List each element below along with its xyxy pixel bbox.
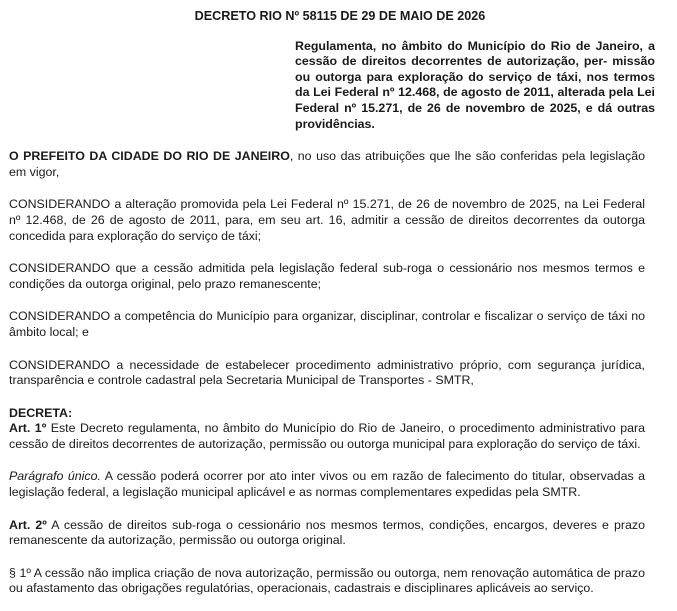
article-2-label: Art. 2º (9, 517, 47, 532)
considerando-2: CONSIDERANDO que a cessão admitida pela legislação federal sub-roga o cessionário nos mesmos termos e condições da outorga original, pelo prazo remanescente; (9, 261, 645, 291)
paragraph-1-text: A cessão não implica criação de nova autorização, permissão ou outorga, nem renovação automática de prazo ou afastamento das obrigações regulatórias, operacionais, cadastrais e disciplinares aplicáveis ao serviço. (9, 565, 645, 596)
paragrafo-unico-label: Parágrafo único. (9, 469, 101, 484)
preamble-authority: O PREFEITO DA CIDADE DO RIO DE JANEIRO (9, 149, 290, 164)
article-2-text: A cessão de direitos sub-roga o cessionário nos mesmos termos, condições, encargos, deveres e prazo remanescente da autorização, permissão ou outorga original. (9, 517, 645, 548)
article-1-label: Art. 1º (9, 421, 47, 436)
paragraph-1-label: § 1º (9, 565, 31, 580)
considerando-4: CONSIDERANDO a necessidade de estabelecer procedimento administrativo próprio, com segurança jurídica, transparência e controle cadastral pela Secretaria Municipal de Transportes - SMTR, (9, 357, 645, 388)
article-1-text: Este Decreto regulamenta, no âmbito do Município do Rio de Janeiro, o procedimento administrativo para cessão de direitos decorrentes de autorização, permissão ou outorga municipal para exploração do serviço de táxi. (9, 421, 645, 451)
preamble-text: , no uso das atribuições que lhe são conferidas pela legislação em vigor, (9, 149, 645, 179)
decree-title: DECRETO RIO Nº 58115 DE 29 DE MAIO DE 2026 (194, 9, 486, 23)
article-2 (9, 518, 645, 549)
paragraph-1 (9, 566, 645, 597)
decree-summary: Regulamenta, no âmbito do Município do Rio de Janeiro, a cessão de direitos decorrentes de autorização, per- missão ou outorga para exploração do serviço de táxi, nos termos da Lei Federal nº 12.468, de agosto de 2011, alterada pela Lei Federal nº 15.271, de 26 de novembro de 2025, e dá outras providências. (295, 38, 655, 131)
considerando-1: CONSIDERANDO a alteração promovida pela Lei Federal nº 15.271, de 26 de novembro de 2025, na Lei Federal nº 12.468, de 26 de agosto de 2011, para, em seu art. 16, admitir a cessão de direitos decorrentes da outorga concedida para exploração do serviço de táxi; (9, 197, 645, 243)
paragrafo-unico (9, 469, 645, 500)
article-1 (9, 421, 645, 452)
considerando-3: CONSIDERANDO a competência do Município para organizar, disciplinar, controlar e fiscalizar o serviço de táxi no âmbito local; e (9, 309, 645, 339)
decree-document (9, 9, 671, 597)
decreta-heading: DECRETA: (9, 405, 73, 420)
preamble (9, 149, 645, 180)
paragrafo-unico-text: A cessão poderá ocorrer por ato inter vivos ou em razão de falecimento do titular, observadas a legislação federal, a legislação municipal aplicável e as normas complementares expedidas pela SMTR. (9, 469, 645, 500)
